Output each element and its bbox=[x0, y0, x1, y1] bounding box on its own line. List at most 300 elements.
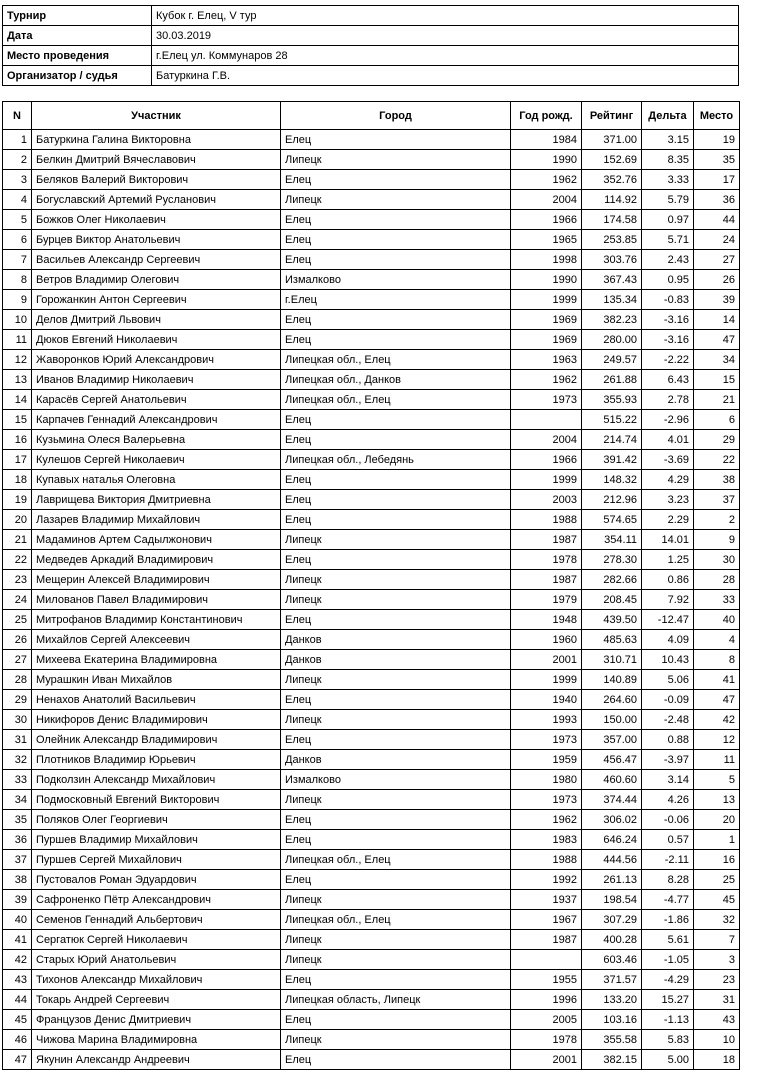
participant-name-cell: Митрофанов Владимир Константинович bbox=[32, 610, 281, 630]
birth-year-cell: 1962 bbox=[511, 810, 582, 830]
rating-cell: 371.00 bbox=[582, 130, 642, 150]
table-row bbox=[3, 210, 740, 230]
place-cell: 39 bbox=[694, 290, 740, 310]
city-cell: Елец bbox=[281, 510, 511, 530]
participant-name-cell: Горожанкин Антон Сергеевич bbox=[32, 290, 281, 310]
rating-cell: 280.00 bbox=[582, 330, 642, 350]
delta-cell: 4.01 bbox=[642, 430, 694, 450]
place-cell: 41 bbox=[694, 670, 740, 690]
table-row bbox=[3, 490, 740, 510]
table-row bbox=[3, 190, 740, 210]
participant-name-cell: Мурашкин Иван Михайлов bbox=[32, 670, 281, 690]
info-label: Дата bbox=[3, 26, 152, 46]
delta-cell: 14.01 bbox=[642, 530, 694, 550]
participant-name-cell: Делов Дмитрий Львович bbox=[32, 310, 281, 330]
city-cell: Липецк bbox=[281, 570, 511, 590]
row-number-cell: 44 bbox=[3, 990, 32, 1010]
table-row bbox=[3, 570, 740, 590]
delta-cell: 8.28 bbox=[642, 870, 694, 890]
city-cell: Елец bbox=[281, 810, 511, 830]
rating-cell: 198.54 bbox=[582, 890, 642, 910]
birth-year-cell: 1973 bbox=[511, 390, 582, 410]
rating-cell: 307.29 bbox=[582, 910, 642, 930]
delta-cell: 0.88 bbox=[642, 730, 694, 750]
row-number-cell: 17 bbox=[3, 450, 32, 470]
table-row bbox=[3, 310, 740, 330]
city-cell: Липецкая обл., Елец bbox=[281, 350, 511, 370]
row-number-cell: 22 bbox=[3, 550, 32, 570]
table-row bbox=[3, 550, 740, 570]
table-row bbox=[3, 290, 740, 310]
participant-name-cell: Медведев Аркадий Владимирович bbox=[32, 550, 281, 570]
row-number-cell: 21 bbox=[3, 530, 32, 550]
table-row bbox=[3, 1050, 740, 1070]
participant-name-cell: Ненахов Анатолий Васильевич bbox=[32, 690, 281, 710]
delta-cell: 5.61 bbox=[642, 930, 694, 950]
table-row bbox=[3, 710, 740, 730]
rating-cell: 249.57 bbox=[582, 350, 642, 370]
place-cell: 25 bbox=[694, 870, 740, 890]
delta-cell: 0.86 bbox=[642, 570, 694, 590]
rating-cell: 374.44 bbox=[582, 790, 642, 810]
participant-name-cell: Французов Денис Дмитриевич bbox=[32, 1010, 281, 1030]
delta-cell: 0.95 bbox=[642, 270, 694, 290]
birth-year-cell: 1962 bbox=[511, 170, 582, 190]
place-cell: 10 bbox=[694, 1030, 740, 1050]
participant-name-cell: Чижова Марина Владимировна bbox=[32, 1030, 281, 1050]
row-number-cell: 29 bbox=[3, 690, 32, 710]
birth-year-cell: 1999 bbox=[511, 470, 582, 490]
place-cell: 42 bbox=[694, 710, 740, 730]
place-cell: 29 bbox=[694, 430, 740, 450]
row-number-cell: 4 bbox=[3, 190, 32, 210]
participant-name-cell: Токарь Андрей Сергеевич bbox=[32, 990, 281, 1010]
row-number-cell: 33 bbox=[3, 770, 32, 790]
row-number-cell: 35 bbox=[3, 810, 32, 830]
delta-cell: 10.43 bbox=[642, 650, 694, 670]
row-number-cell: 14 bbox=[3, 390, 32, 410]
info-value: 30.03.2019 bbox=[152, 26, 739, 46]
row-number-cell: 2 bbox=[3, 150, 32, 170]
row-number-cell: 6 bbox=[3, 230, 32, 250]
participant-name-cell: Якунин Александр Андреевич bbox=[32, 1050, 281, 1070]
rating-cell: 306.02 bbox=[582, 810, 642, 830]
row-number-cell: 30 bbox=[3, 710, 32, 730]
rating-cell: 261.13 bbox=[582, 870, 642, 890]
participant-name-cell: Михеева Екатерина Владимировна bbox=[32, 650, 281, 670]
city-cell: г.Елец bbox=[281, 290, 511, 310]
rating-cell: 152.69 bbox=[582, 150, 642, 170]
city-cell: Липецк bbox=[281, 790, 511, 810]
row-number-cell: 45 bbox=[3, 1010, 32, 1030]
birth-year-cell: 1992 bbox=[511, 870, 582, 890]
delta-cell: -3.16 bbox=[642, 330, 694, 350]
rating-cell: 354.11 bbox=[582, 530, 642, 550]
city-cell: Липецкая обл., Лебедянь bbox=[281, 450, 511, 470]
delta-cell: 2.78 bbox=[642, 390, 694, 410]
row-number-cell: 37 bbox=[3, 850, 32, 870]
row-number-cell: 13 bbox=[3, 370, 32, 390]
results-table bbox=[2, 101, 740, 1070]
place-cell: 15 bbox=[694, 370, 740, 390]
delta-cell: 15.27 bbox=[642, 990, 694, 1010]
row-number-cell: 46 bbox=[3, 1030, 32, 1050]
info-value: Кубок г. Елец, V тур bbox=[152, 6, 739, 26]
table-row bbox=[3, 670, 740, 690]
row-number-cell: 3 bbox=[3, 170, 32, 190]
rating-cell: 261.88 bbox=[582, 370, 642, 390]
column-header-n: N bbox=[3, 102, 32, 130]
place-cell: 31 bbox=[694, 990, 740, 1010]
city-cell: Елец bbox=[281, 130, 511, 150]
table-row bbox=[3, 270, 740, 290]
table-row bbox=[3, 510, 740, 530]
row-number-cell: 9 bbox=[3, 290, 32, 310]
delta-cell: 3.23 bbox=[642, 490, 694, 510]
table-row bbox=[3, 770, 740, 790]
table-row bbox=[3, 790, 740, 810]
row-number-cell: 11 bbox=[3, 330, 32, 350]
city-cell: Елец bbox=[281, 610, 511, 630]
participant-name-cell: Кулешов Сергей Николаевич bbox=[32, 450, 281, 470]
rating-cell: 400.28 bbox=[582, 930, 642, 950]
delta-cell: 5.83 bbox=[642, 1030, 694, 1050]
city-cell: Елец bbox=[281, 210, 511, 230]
rating-cell: 253.85 bbox=[582, 230, 642, 250]
birth-year-cell: 1988 bbox=[511, 850, 582, 870]
city-cell: Липецк bbox=[281, 890, 511, 910]
city-cell: Липецк bbox=[281, 1030, 511, 1050]
column-header-rating: Рейтинг bbox=[582, 102, 642, 130]
participant-name-cell: Беляков Валерий Викторович bbox=[32, 170, 281, 190]
delta-cell: 4.09 bbox=[642, 630, 694, 650]
delta-cell: -1.86 bbox=[642, 910, 694, 930]
birth-year-cell: 1999 bbox=[511, 290, 582, 310]
delta-cell: -2.22 bbox=[642, 350, 694, 370]
place-cell: 27 bbox=[694, 250, 740, 270]
table-row bbox=[3, 930, 740, 950]
participant-name-cell: Батуркина Галина Викторовна bbox=[32, 130, 281, 150]
city-cell: Елец bbox=[281, 410, 511, 430]
row-number-cell: 23 bbox=[3, 570, 32, 590]
table-row bbox=[3, 970, 740, 990]
participant-name-cell: Лаврищева Виктория Дмитриевна bbox=[32, 490, 281, 510]
delta-cell: 4.26 bbox=[642, 790, 694, 810]
place-cell: 37 bbox=[694, 490, 740, 510]
delta-cell: 5.79 bbox=[642, 190, 694, 210]
participant-name-cell: Васильев Александр Сергеевич bbox=[32, 250, 281, 270]
table-row bbox=[3, 630, 740, 650]
birth-year-cell: 1969 bbox=[511, 330, 582, 350]
delta-cell: -4.77 bbox=[642, 890, 694, 910]
participant-name-cell: Белкин Дмитрий Вячеславович bbox=[32, 150, 281, 170]
delta-cell: 3.33 bbox=[642, 170, 694, 190]
delta-cell: -3.69 bbox=[642, 450, 694, 470]
birth-year-cell: 1999 bbox=[511, 670, 582, 690]
table-row bbox=[3, 450, 740, 470]
table-row bbox=[3, 1010, 740, 1030]
place-cell: 5 bbox=[694, 770, 740, 790]
info-label: Организатор / судья bbox=[3, 66, 152, 86]
delta-cell: 2.43 bbox=[642, 250, 694, 270]
participant-name-cell: Сафроненко Пётр Александрович bbox=[32, 890, 281, 910]
rating-cell: 367.43 bbox=[582, 270, 642, 290]
table-row bbox=[3, 830, 740, 850]
table-row bbox=[3, 130, 740, 150]
rating-cell: 310.71 bbox=[582, 650, 642, 670]
delta-cell: -1.05 bbox=[642, 950, 694, 970]
rating-cell: 282.66 bbox=[582, 570, 642, 590]
city-cell: Елец bbox=[281, 170, 511, 190]
city-cell: Елец bbox=[281, 230, 511, 250]
rating-cell: 133.20 bbox=[582, 990, 642, 1010]
delta-cell: 8.35 bbox=[642, 150, 694, 170]
rating-cell: 646.24 bbox=[582, 830, 642, 850]
table-row bbox=[3, 230, 740, 250]
birth-year-cell: 1983 bbox=[511, 830, 582, 850]
row-number-cell: 31 bbox=[3, 730, 32, 750]
city-cell: Липецкая обл., Елец bbox=[281, 910, 511, 930]
table-row bbox=[3, 870, 740, 890]
birth-year-cell: 1966 bbox=[511, 450, 582, 470]
city-cell: Елец bbox=[281, 970, 511, 990]
participant-name-cell: Мещерин Алексей Владимирович bbox=[32, 570, 281, 590]
delta-cell: 7.92 bbox=[642, 590, 694, 610]
birth-year-cell: 1987 bbox=[511, 570, 582, 590]
row-number-cell: 27 bbox=[3, 650, 32, 670]
birth-year-cell: 2005 bbox=[511, 1010, 582, 1030]
rating-cell: 485.63 bbox=[582, 630, 642, 650]
place-cell: 32 bbox=[694, 910, 740, 930]
row-number-cell: 36 bbox=[3, 830, 32, 850]
place-cell: 22 bbox=[694, 450, 740, 470]
rating-cell: 214.74 bbox=[582, 430, 642, 450]
delta-cell: 0.57 bbox=[642, 830, 694, 850]
place-cell: 12 bbox=[694, 730, 740, 750]
table-row bbox=[3, 730, 740, 750]
rating-cell: 212.96 bbox=[582, 490, 642, 510]
birth-year-cell: 1969 bbox=[511, 310, 582, 330]
place-cell: 9 bbox=[694, 530, 740, 550]
rating-cell: 150.00 bbox=[582, 710, 642, 730]
city-cell: Елец bbox=[281, 470, 511, 490]
birth-year-cell: 2003 bbox=[511, 490, 582, 510]
row-number-cell: 28 bbox=[3, 670, 32, 690]
birth-year-cell: 1978 bbox=[511, 1030, 582, 1050]
delta-cell: -3.16 bbox=[642, 310, 694, 330]
rating-cell: 371.57 bbox=[582, 970, 642, 990]
place-cell: 36 bbox=[694, 190, 740, 210]
place-cell: 19 bbox=[694, 130, 740, 150]
info-row-tournament bbox=[3, 6, 739, 26]
delta-cell: 3.14 bbox=[642, 770, 694, 790]
delta-cell: -0.09 bbox=[642, 690, 694, 710]
birth-year-cell: 1966 bbox=[511, 210, 582, 230]
info-label: Турнир bbox=[3, 6, 152, 26]
info-row-organizer bbox=[3, 66, 739, 86]
rating-cell: 444.56 bbox=[582, 850, 642, 870]
birth-year-cell: 1965 bbox=[511, 230, 582, 250]
row-number-cell: 32 bbox=[3, 750, 32, 770]
participant-name-cell: Семенов Геннадий Альбертович bbox=[32, 910, 281, 930]
participant-name-cell: Пуршев Владимир Михайлович bbox=[32, 830, 281, 850]
row-number-cell: 41 bbox=[3, 930, 32, 950]
row-number-cell: 8 bbox=[3, 270, 32, 290]
row-number-cell: 7 bbox=[3, 250, 32, 270]
birth-year-cell: 1996 bbox=[511, 990, 582, 1010]
participant-name-cell: Олейник Александр Владимирович bbox=[32, 730, 281, 750]
place-cell: 3 bbox=[694, 950, 740, 970]
row-number-cell: 25 bbox=[3, 610, 32, 630]
table-row bbox=[3, 750, 740, 770]
birth-year-cell bbox=[511, 950, 582, 970]
city-cell: Елец bbox=[281, 690, 511, 710]
city-cell: Данков bbox=[281, 630, 511, 650]
birth-year-cell: 1967 bbox=[511, 910, 582, 930]
table-row bbox=[3, 330, 740, 350]
table-row bbox=[3, 950, 740, 970]
place-cell: 8 bbox=[694, 650, 740, 670]
rating-cell: 357.00 bbox=[582, 730, 642, 750]
participant-name-cell: Богуславский Артемий Русланович bbox=[32, 190, 281, 210]
rating-cell: 103.16 bbox=[582, 1010, 642, 1030]
birth-year-cell: 2001 bbox=[511, 1050, 582, 1070]
city-cell: Липецкая обл., Елец bbox=[281, 390, 511, 410]
row-number-cell: 39 bbox=[3, 890, 32, 910]
participant-name-cell: Подколзин Александр Михайлович bbox=[32, 770, 281, 790]
delta-cell: 6.43 bbox=[642, 370, 694, 390]
place-cell: 44 bbox=[694, 210, 740, 230]
rating-cell: 303.76 bbox=[582, 250, 642, 270]
place-cell: 33 bbox=[694, 590, 740, 610]
rating-cell: 391.42 bbox=[582, 450, 642, 470]
delta-cell: -1.13 bbox=[642, 1010, 694, 1030]
table-row bbox=[3, 370, 740, 390]
place-cell: 38 bbox=[694, 470, 740, 490]
birth-year-cell: 1987 bbox=[511, 530, 582, 550]
place-cell: 24 bbox=[694, 230, 740, 250]
place-cell: 20 bbox=[694, 810, 740, 830]
participant-name-cell: Дюков Евгений Николаевич bbox=[32, 330, 281, 350]
participant-name-cell: Лазарев Владимир Михайлович bbox=[32, 510, 281, 530]
delta-cell: -2.48 bbox=[642, 710, 694, 730]
rating-cell: 456.47 bbox=[582, 750, 642, 770]
row-number-cell: 24 bbox=[3, 590, 32, 610]
place-cell: 30 bbox=[694, 550, 740, 570]
birth-year-cell: 2001 bbox=[511, 650, 582, 670]
birth-year-cell: 1984 bbox=[511, 130, 582, 150]
participant-name-cell: Милованов Павел Владимирович bbox=[32, 590, 281, 610]
city-cell: Измалково bbox=[281, 770, 511, 790]
participant-name-cell: Мадаминов Артем Садылжонович bbox=[32, 530, 281, 550]
participant-name-cell: Божков Олег Николаевич bbox=[32, 210, 281, 230]
rating-cell: 174.58 bbox=[582, 210, 642, 230]
birth-year-cell: 1973 bbox=[511, 790, 582, 810]
rating-cell: 574.65 bbox=[582, 510, 642, 530]
participant-name-cell: Сергатюк Сергей Николаевич bbox=[32, 930, 281, 950]
city-cell: Елец bbox=[281, 830, 511, 850]
rating-cell: 208.45 bbox=[582, 590, 642, 610]
birth-year-cell: 2004 bbox=[511, 430, 582, 450]
rating-cell: 355.58 bbox=[582, 1030, 642, 1050]
delta-cell: -2.96 bbox=[642, 410, 694, 430]
column-header-city: Город bbox=[281, 102, 511, 130]
table-row bbox=[3, 250, 740, 270]
delta-cell: 4.29 bbox=[642, 470, 694, 490]
participant-name-cell: Жаворонков Юрий Александрович bbox=[32, 350, 281, 370]
info-label: Место проведения bbox=[3, 46, 152, 66]
table-row bbox=[3, 1030, 740, 1050]
city-cell: Елец bbox=[281, 1050, 511, 1070]
city-cell: Елец bbox=[281, 330, 511, 350]
birth-year-cell: 1990 bbox=[511, 150, 582, 170]
table-row bbox=[3, 650, 740, 670]
city-cell: Липецкая обл., Елец bbox=[281, 850, 511, 870]
birth-year-cell: 1962 bbox=[511, 370, 582, 390]
city-cell: Данков bbox=[281, 650, 511, 670]
birth-year-cell: 2004 bbox=[511, 190, 582, 210]
birth-year-cell: 1979 bbox=[511, 590, 582, 610]
table-row bbox=[3, 910, 740, 930]
row-number-cell: 20 bbox=[3, 510, 32, 530]
table-row bbox=[3, 810, 740, 830]
row-number-cell: 38 bbox=[3, 870, 32, 890]
birth-year-cell: 1987 bbox=[511, 930, 582, 950]
city-cell: Липецк bbox=[281, 950, 511, 970]
delta-cell: 5.00 bbox=[642, 1050, 694, 1070]
rating-cell: 140.89 bbox=[582, 670, 642, 690]
rating-cell: 135.34 bbox=[582, 290, 642, 310]
row-number-cell: 12 bbox=[3, 350, 32, 370]
city-cell: Липецк bbox=[281, 670, 511, 690]
place-cell: 7 bbox=[694, 930, 740, 950]
row-number-cell: 16 bbox=[3, 430, 32, 450]
rating-cell: 439.50 bbox=[582, 610, 642, 630]
info-row-venue bbox=[3, 46, 739, 66]
row-number-cell: 43 bbox=[3, 970, 32, 990]
place-cell: 4 bbox=[694, 630, 740, 650]
column-header-delta: Дельта bbox=[642, 102, 694, 130]
row-number-cell: 34 bbox=[3, 790, 32, 810]
row-number-cell: 26 bbox=[3, 630, 32, 650]
delta-cell: 5.71 bbox=[642, 230, 694, 250]
place-cell: 13 bbox=[694, 790, 740, 810]
delta-cell: -12.47 bbox=[642, 610, 694, 630]
participant-name-cell: Пуршев Сергей Михайлович bbox=[32, 850, 281, 870]
row-number-cell: 10 bbox=[3, 310, 32, 330]
city-cell: Измалково bbox=[281, 270, 511, 290]
birth-year-cell: 1960 bbox=[511, 630, 582, 650]
row-number-cell: 18 bbox=[3, 470, 32, 490]
table-row bbox=[3, 890, 740, 910]
info-row-date bbox=[3, 26, 739, 46]
delta-cell: 1.25 bbox=[642, 550, 694, 570]
city-cell: Липецк bbox=[281, 530, 511, 550]
participant-name-cell: Бурцев Виктор Анатольевич bbox=[32, 230, 281, 250]
city-cell: Елец bbox=[281, 310, 511, 330]
city-cell: Елец bbox=[281, 730, 511, 750]
participant-name-cell: Иванов Владимир Николаевич bbox=[32, 370, 281, 390]
table-row bbox=[3, 590, 740, 610]
table-row bbox=[3, 990, 740, 1010]
participant-name-cell: Пустовалов Роман Эдуардович bbox=[32, 870, 281, 890]
city-cell: Липецкая обл., Данков bbox=[281, 370, 511, 390]
column-header-participant: Участник bbox=[32, 102, 281, 130]
place-cell: 26 bbox=[694, 270, 740, 290]
row-number-cell: 42 bbox=[3, 950, 32, 970]
participant-name-cell: Карпачев Геннадий Александрович bbox=[32, 410, 281, 430]
birth-year-cell: 1978 bbox=[511, 550, 582, 570]
